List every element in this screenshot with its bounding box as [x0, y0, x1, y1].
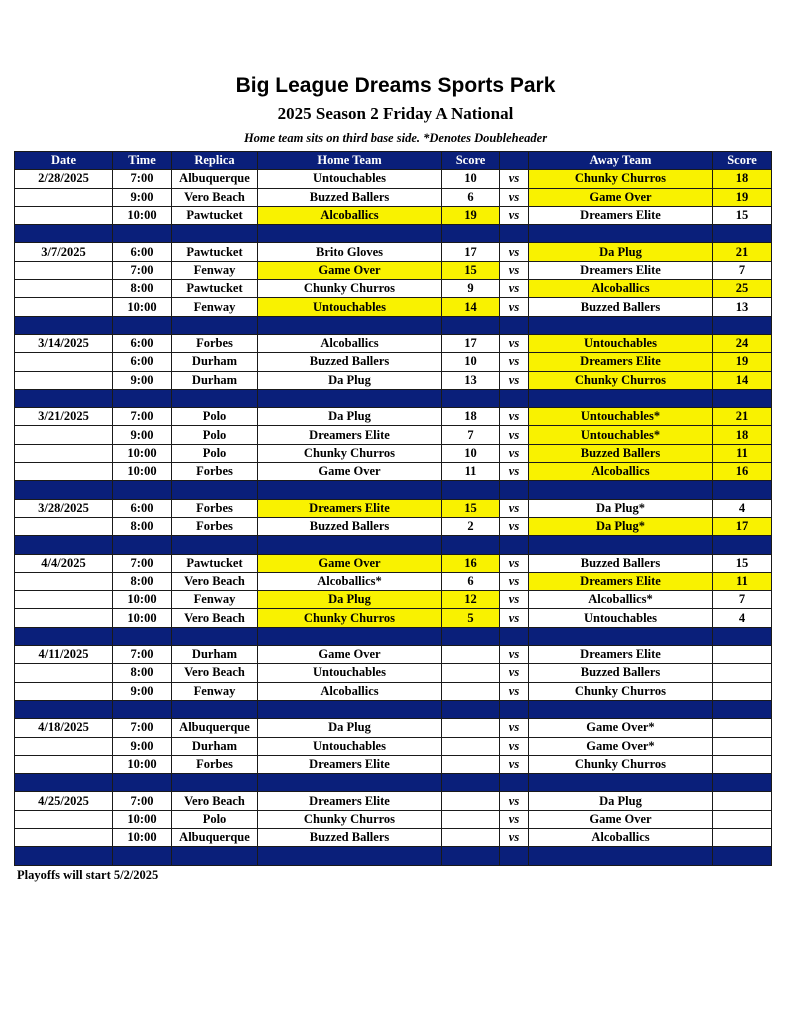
- cell-replica: Fenway: [172, 261, 258, 279]
- cell-home-score: [442, 719, 500, 737]
- cell-vs: vs: [500, 371, 529, 389]
- cell-vs: vs: [500, 810, 529, 828]
- week-separator: [15, 389, 772, 407]
- cell-away-team: Dreamers Elite: [529, 572, 713, 590]
- cell-time: 10:00: [113, 755, 172, 773]
- week-separator: [15, 700, 772, 718]
- cell-replica: Forbes: [172, 517, 258, 535]
- table-row: [15, 243, 772, 261]
- table-row: [15, 206, 772, 224]
- cell-home-team: Chunky Churros: [258, 444, 442, 462]
- cell-away-score: [713, 755, 772, 773]
- cell-replica: Polo: [172, 810, 258, 828]
- week-separator: [15, 847, 772, 865]
- cell-date: [15, 517, 113, 535]
- cell-vs: vs: [500, 298, 529, 316]
- table-row: [15, 792, 772, 810]
- col-header-replica: Replica: [172, 152, 258, 170]
- week-separator: [15, 627, 772, 645]
- cell-away-score: 11: [713, 572, 772, 590]
- table-row: [15, 499, 772, 517]
- cell-home-score: 11: [442, 463, 500, 481]
- cell-replica: Vero Beach: [172, 572, 258, 590]
- cell-home-team: Chunky Churros: [258, 280, 442, 298]
- cell-away-score: [713, 828, 772, 846]
- cell-home-team: Alcoballics*: [258, 572, 442, 590]
- cell-away-score: [713, 682, 772, 700]
- cell-vs: vs: [500, 591, 529, 609]
- cell-away-team: Dreamers Elite: [529, 206, 713, 224]
- cell-replica: Pawtucket: [172, 243, 258, 261]
- cell-replica: Fenway: [172, 298, 258, 316]
- cell-home-team: Chunky Churros: [258, 609, 442, 627]
- cell-away-score: [713, 792, 772, 810]
- table-row: [15, 188, 772, 206]
- cell-away-team: Chunky Churros: [529, 682, 713, 700]
- cell-replica: Albuquerque: [172, 170, 258, 188]
- cell-vs: vs: [500, 170, 529, 188]
- cell-time: 6:00: [113, 334, 172, 352]
- cell-replica: Pawtucket: [172, 206, 258, 224]
- table-row: [15, 371, 772, 389]
- cell-replica: Forbes: [172, 755, 258, 773]
- cell-home-team: Alcoballics: [258, 682, 442, 700]
- cell-time: 9:00: [113, 188, 172, 206]
- cell-away-team: Buzzed Ballers: [529, 444, 713, 462]
- cell-home-team: Da Plug: [258, 371, 442, 389]
- col-header-date: Date: [15, 152, 113, 170]
- table-row: [15, 554, 772, 572]
- cell-home-score: [442, 682, 500, 700]
- table-row: [15, 810, 772, 828]
- cell-date: [15, 261, 113, 279]
- cell-home-team: Alcoballics: [258, 206, 442, 224]
- cell-vs: vs: [500, 792, 529, 810]
- cell-home-team: Untouchables: [258, 298, 442, 316]
- cell-date: [15, 664, 113, 682]
- cell-away-score: 19: [713, 353, 772, 371]
- cell-home-team: Game Over: [258, 646, 442, 664]
- cell-away-team: Game Over*: [529, 737, 713, 755]
- cell-time: 10:00: [113, 591, 172, 609]
- cell-replica: Fenway: [172, 591, 258, 609]
- cell-home-team: Da Plug: [258, 591, 442, 609]
- cell-time: 10:00: [113, 463, 172, 481]
- cell-home-score: 17: [442, 334, 500, 352]
- week-separator: [15, 774, 772, 792]
- cell-home-score: 7: [442, 426, 500, 444]
- cell-vs: vs: [500, 755, 529, 773]
- cell-time: 10:00: [113, 828, 172, 846]
- cell-vs: vs: [500, 609, 529, 627]
- cell-away-score: 7: [713, 591, 772, 609]
- cell-replica: Vero Beach: [172, 664, 258, 682]
- cell-vs: vs: [500, 353, 529, 371]
- cell-away-score: 18: [713, 170, 772, 188]
- cell-date: [15, 828, 113, 846]
- playoffs-note: Playoffs will start 5/2/2025: [17, 868, 159, 882]
- cell-replica: Vero Beach: [172, 792, 258, 810]
- cell-time: 8:00: [113, 280, 172, 298]
- cell-away-score: 14: [713, 371, 772, 389]
- cell-vs: vs: [500, 261, 529, 279]
- cell-replica: Durham: [172, 371, 258, 389]
- cell-away-team: Untouchables*: [529, 408, 713, 426]
- cell-replica: Polo: [172, 444, 258, 462]
- table-row: [15, 517, 772, 535]
- cell-time: 10:00: [113, 609, 172, 627]
- cell-home-score: 10: [442, 353, 500, 371]
- cell-away-score: 7: [713, 261, 772, 279]
- cell-date: [15, 426, 113, 444]
- cell-time: 9:00: [113, 371, 172, 389]
- cell-date: 4/18/2025: [15, 719, 113, 737]
- cell-home-team: Brito Gloves: [258, 243, 442, 261]
- cell-vs: vs: [500, 719, 529, 737]
- cell-away-team: Buzzed Ballers: [529, 298, 713, 316]
- cell-date: 3/21/2025: [15, 408, 113, 426]
- cell-home-team: Dreamers Elite: [258, 755, 442, 773]
- cell-away-score: 25: [713, 280, 772, 298]
- cell-time: 8:00: [113, 517, 172, 535]
- cell-home-score: 13: [442, 371, 500, 389]
- cell-replica: Vero Beach: [172, 609, 258, 627]
- cell-date: [15, 371, 113, 389]
- cell-away-team: Da Plug: [529, 792, 713, 810]
- cell-home-score: [442, 646, 500, 664]
- cell-date: [15, 591, 113, 609]
- cell-replica: Vero Beach: [172, 188, 258, 206]
- cell-vs: vs: [500, 682, 529, 700]
- cell-home-team: Buzzed Ballers: [258, 517, 442, 535]
- cell-replica: Forbes: [172, 334, 258, 352]
- table-row: [15, 353, 772, 371]
- cell-away-team: Game Over: [529, 188, 713, 206]
- cell-away-team: Da Plug*: [529, 517, 713, 535]
- cell-vs: vs: [500, 280, 529, 298]
- cell-away-team: Buzzed Ballers: [529, 554, 713, 572]
- cell-date: [15, 682, 113, 700]
- cell-replica: Albuquerque: [172, 828, 258, 846]
- cell-home-team: Buzzed Ballers: [258, 828, 442, 846]
- page-title: Big League Dreams Sports Park: [235, 74, 556, 97]
- table-row: [15, 280, 772, 298]
- cell-home-team: Da Plug: [258, 408, 442, 426]
- cell-away-score: 11: [713, 444, 772, 462]
- cell-away-team: Alcoballics: [529, 828, 713, 846]
- cell-away-score: 16: [713, 463, 772, 481]
- cell-home-team: Buzzed Ballers: [258, 353, 442, 371]
- cell-replica: Durham: [172, 353, 258, 371]
- cell-home-score: 10: [442, 170, 500, 188]
- cell-home-score: 14: [442, 298, 500, 316]
- cell-home-score: [442, 737, 500, 755]
- cell-away-score: 19: [713, 188, 772, 206]
- week-separator: [15, 536, 772, 554]
- cell-home-team: Chunky Churros: [258, 810, 442, 828]
- cell-home-team: Game Over: [258, 554, 442, 572]
- cell-time: 9:00: [113, 737, 172, 755]
- cell-date: [15, 755, 113, 773]
- cell-date: [15, 444, 113, 462]
- cell-date: 3/7/2025: [15, 243, 113, 261]
- col-header-vs: [500, 152, 529, 170]
- cell-date: 4/4/2025: [15, 554, 113, 572]
- cell-vs: vs: [500, 517, 529, 535]
- cell-vs: vs: [500, 334, 529, 352]
- cell-time: 8:00: [113, 664, 172, 682]
- table-row: [15, 609, 772, 627]
- cell-date: [15, 463, 113, 481]
- cell-home-team: Untouchables: [258, 170, 442, 188]
- cell-vs: vs: [500, 828, 529, 846]
- table-row: [15, 755, 772, 773]
- cell-home-score: 15: [442, 499, 500, 517]
- cell-home-team: Buzzed Ballers: [258, 188, 442, 206]
- week-separator: [15, 481, 772, 499]
- cell-away-team: Dreamers Elite: [529, 353, 713, 371]
- cell-time: 8:00: [113, 572, 172, 590]
- cell-away-team: Chunky Churros: [529, 755, 713, 773]
- cell-home-team: Dreamers Elite: [258, 792, 442, 810]
- cell-time: 7:00: [113, 646, 172, 664]
- table-row: [15, 719, 772, 737]
- cell-home-score: [442, 828, 500, 846]
- col-header-away-score: Score: [713, 152, 772, 170]
- cell-time: 7:00: [113, 261, 172, 279]
- table-row: [15, 664, 772, 682]
- cell-date: [15, 609, 113, 627]
- cell-date: [15, 280, 113, 298]
- cell-replica: Albuquerque: [172, 719, 258, 737]
- table-row: [15, 682, 772, 700]
- cell-date: 4/25/2025: [15, 792, 113, 810]
- cell-home-score: 17: [442, 243, 500, 261]
- cell-away-score: [713, 810, 772, 828]
- cell-away-score: 4: [713, 499, 772, 517]
- cell-date: [15, 298, 113, 316]
- cell-vs: vs: [500, 206, 529, 224]
- cell-away-team: Dreamers Elite: [529, 261, 713, 279]
- cell-vs: vs: [500, 243, 529, 261]
- cell-vs: vs: [500, 188, 529, 206]
- cell-home-team: Untouchables: [258, 664, 442, 682]
- cell-home-score: 6: [442, 572, 500, 590]
- cell-date: 2/28/2025: [15, 170, 113, 188]
- table-row: [15, 646, 772, 664]
- cell-away-score: 15: [713, 554, 772, 572]
- schedule-body: [15, 170, 772, 865]
- page-subtitle: 2025 Season 2 Friday A National: [277, 104, 514, 123]
- cell-replica: Polo: [172, 426, 258, 444]
- cell-away-team: Game Over: [529, 810, 713, 828]
- cell-home-team: Game Over: [258, 261, 442, 279]
- cell-away-team: Game Over*: [529, 719, 713, 737]
- table-row: [15, 463, 772, 481]
- cell-time: 6:00: [113, 243, 172, 261]
- table-row: [15, 828, 772, 846]
- cell-date: [15, 737, 113, 755]
- cell-date: 4/11/2025: [15, 646, 113, 664]
- cell-time: 10:00: [113, 810, 172, 828]
- cell-time: 7:00: [113, 719, 172, 737]
- cell-away-score: [713, 737, 772, 755]
- cell-home-team: Dreamers Elite: [258, 426, 442, 444]
- cell-date: [15, 572, 113, 590]
- cell-away-score: 18: [713, 426, 772, 444]
- cell-time: 6:00: [113, 353, 172, 371]
- cell-vs: vs: [500, 572, 529, 590]
- cell-away-team: Buzzed Ballers: [529, 664, 713, 682]
- cell-replica: Durham: [172, 737, 258, 755]
- cell-away-score: 15: [713, 206, 772, 224]
- table-row: [15, 737, 772, 755]
- cell-away-score: 24: [713, 334, 772, 352]
- schedule-note: Home team sits on third base side. *Denotes Doubleheader: [243, 131, 548, 145]
- cell-home-score: 10: [442, 444, 500, 462]
- cell-away-score: [713, 664, 772, 682]
- cell-home-score: 16: [442, 554, 500, 572]
- cell-vs: vs: [500, 664, 529, 682]
- cell-home-score: [442, 664, 500, 682]
- cell-home-team: Alcoballics: [258, 334, 442, 352]
- cell-home-team: Dreamers Elite: [258, 499, 442, 517]
- cell-replica: Fenway: [172, 682, 258, 700]
- col-header-away-team: Away Team: [529, 152, 713, 170]
- cell-date: 3/28/2025: [15, 499, 113, 517]
- cell-away-score: 13: [713, 298, 772, 316]
- cell-replica: Forbes: [172, 463, 258, 481]
- cell-home-score: [442, 792, 500, 810]
- cell-away-score: 21: [713, 408, 772, 426]
- cell-away-score: [713, 719, 772, 737]
- cell-away-team: Alcoballics: [529, 463, 713, 481]
- cell-vs: vs: [500, 499, 529, 517]
- cell-vs: vs: [500, 554, 529, 572]
- cell-home-score: 18: [442, 408, 500, 426]
- table-header-row: [15, 152, 772, 170]
- cell-away-score: 21: [713, 243, 772, 261]
- cell-time: 10:00: [113, 444, 172, 462]
- cell-away-team: Chunky Churros: [529, 170, 713, 188]
- table-row: [15, 261, 772, 279]
- cell-home-score: 19: [442, 206, 500, 224]
- cell-vs: vs: [500, 737, 529, 755]
- week-separator: [15, 316, 772, 334]
- cell-vs: vs: [500, 463, 529, 481]
- cell-home-team: Untouchables: [258, 737, 442, 755]
- cell-away-team: Da Plug: [529, 243, 713, 261]
- cell-away-score: 4: [713, 609, 772, 627]
- col-header-home-team: Home Team: [258, 152, 442, 170]
- cell-home-score: 6: [442, 188, 500, 206]
- cell-date: [15, 188, 113, 206]
- cell-home-team: Game Over: [258, 463, 442, 481]
- table-row: [15, 572, 772, 590]
- cell-replica: Forbes: [172, 499, 258, 517]
- table-row: [15, 408, 772, 426]
- cell-away-score: [713, 646, 772, 664]
- cell-time: 9:00: [113, 426, 172, 444]
- cell-home-score: 12: [442, 591, 500, 609]
- cell-replica: Durham: [172, 646, 258, 664]
- table-row: [15, 334, 772, 352]
- cell-home-score: [442, 755, 500, 773]
- table-row: [15, 170, 772, 188]
- table-row: [15, 298, 772, 316]
- cell-away-team: Da Plug*: [529, 499, 713, 517]
- cell-away-score: 17: [713, 517, 772, 535]
- cell-date: 3/14/2025: [15, 334, 113, 352]
- col-header-time: Time: [113, 152, 172, 170]
- cell-home-score: 9: [442, 280, 500, 298]
- cell-home-score: [442, 810, 500, 828]
- cell-away-team: Untouchables: [529, 334, 713, 352]
- cell-vs: vs: [500, 426, 529, 444]
- cell-time: 7:00: [113, 554, 172, 572]
- cell-vs: vs: [500, 408, 529, 426]
- cell-away-team: Untouchables: [529, 609, 713, 627]
- cell-time: 7:00: [113, 170, 172, 188]
- week-separator: [15, 225, 772, 243]
- schedule-table: [14, 151, 772, 866]
- cell-away-team: Untouchables*: [529, 426, 713, 444]
- cell-replica: Pawtucket: [172, 554, 258, 572]
- cell-home-score: 5: [442, 609, 500, 627]
- cell-home-score: 2: [442, 517, 500, 535]
- cell-vs: vs: [500, 444, 529, 462]
- table-row: [15, 591, 772, 609]
- col-header-home-score: Score: [442, 152, 500, 170]
- cell-date: [15, 206, 113, 224]
- cell-replica: Polo: [172, 408, 258, 426]
- cell-date: [15, 810, 113, 828]
- cell-vs: vs: [500, 646, 529, 664]
- cell-time: 7:00: [113, 408, 172, 426]
- cell-home-score: 15: [442, 261, 500, 279]
- cell-time: 10:00: [113, 206, 172, 224]
- cell-replica: Pawtucket: [172, 280, 258, 298]
- cell-time: 9:00: [113, 682, 172, 700]
- cell-away-team: Alcoballics*: [529, 591, 713, 609]
- cell-time: 7:00: [113, 792, 172, 810]
- cell-home-team: Da Plug: [258, 719, 442, 737]
- table-row: [15, 426, 772, 444]
- cell-time: 10:00: [113, 298, 172, 316]
- cell-time: 6:00: [113, 499, 172, 517]
- cell-date: [15, 353, 113, 371]
- cell-away-team: Dreamers Elite: [529, 646, 713, 664]
- cell-away-team: Alcoballics: [529, 280, 713, 298]
- cell-away-team: Chunky Churros: [529, 371, 713, 389]
- table-row: [15, 444, 772, 462]
